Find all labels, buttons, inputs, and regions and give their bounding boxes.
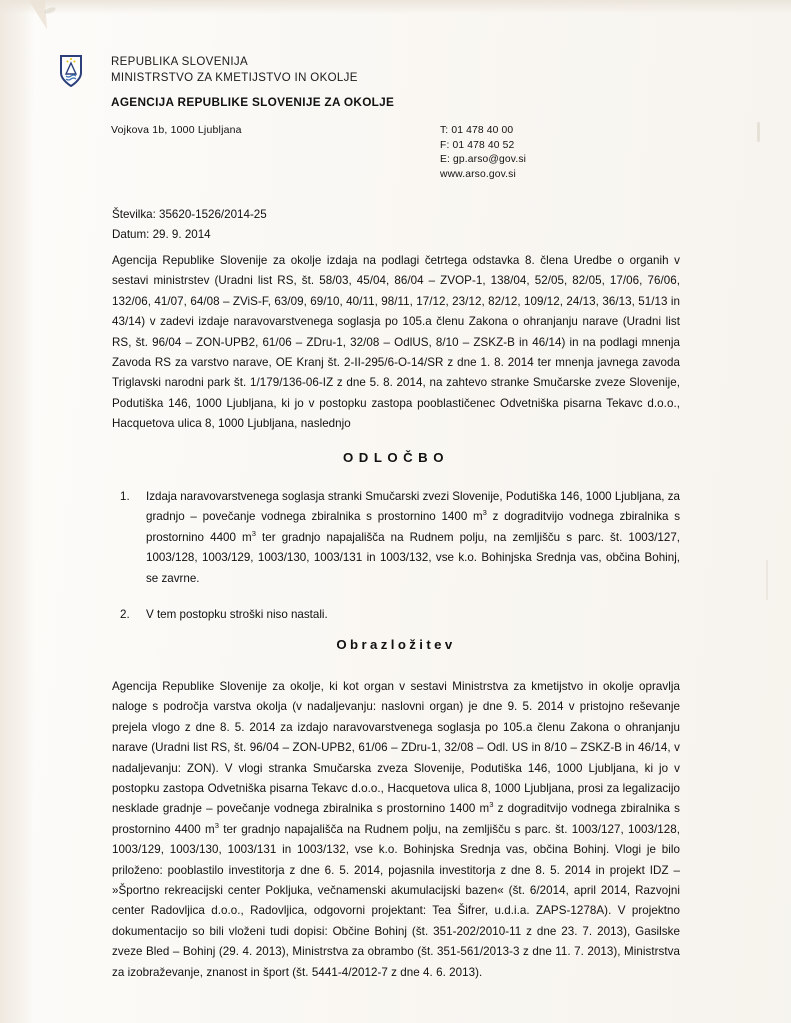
- document-number: Številka: 35620-1526/2014-25: [112, 208, 267, 221]
- list-item: [112, 605, 680, 625]
- list-item-number: 2.: [120, 608, 130, 622]
- list-item-number: 1.: [120, 490, 130, 503]
- list-item: [112, 487, 680, 589]
- coat-of-arms-icon: [59, 55, 83, 87]
- reasoning-paragraph: Agencija Republike Slovenije za okolje, ki kot organ v sestavi Ministrstva za kmetijstvo in okolje opravlja naloge s področja varstva okolja (v nadaljevanju: naslovni organ) je dne 9. 5. 2014 v pristojno reševanje prejela vlogo z dne 8. 5. 2014 za izdajo naravovarstvenega soglasja po 105.a členu Zakona o ohranjanju narave (Uradni list RS, št. 96/04 – ZON-UPB2, 61/06 – ZDru-1, 32/08 – Odl. US in 8/10 – ZSKZ-B in 46/14, v nadaljevanju: ZON). V vlogi stranka Smučarska zveza Slovenije, Podutiška 146, 1000 Ljubljana, ki jo v postopku zastopa Odvetniška pisarna Tekavc d.o.o., Hacquetova ulica 8, 1000 Ljubljana, prosi za legalizacijo nesklade gradnje – povečanje vodnega zbiralnika s prostornino 1400 $m^3$ z dograditvijo vodnega zbiralnika s prostornino 4400 $m^3$ ter gradnjo napajališča na Rudnem polju, na zemljišču s parc. št. 1003/127, 1003/128, 1003/129, 1003/130, 1003/131 in 1003/132, vse k.o. Bohinjska Srednja vas, občina Bohinj. Vlogi je bilo priloženo: pooblastilo investitorja z dne 6. 5. 2014, pojasnila investitorja z dne 8. 5. 2014 in projekt IDZ – »Športno rekreacijski center Pokljuka, večnamenski akumulacijski bazen« (št. 6/2014, april 2014, Razvojni center Radovljica d.o.o., Radovljica, odgovorni projektant: Tea Šifrer, u.d.i.a. ZAPS-1278A). V projektno dokumentacijo so bili vloženi tudi dopisi: Občine Bohinj (št. 351-202/2010-11 z dne 23. 7. 2013), Gasilske zveze Bled – Bohinj (29. 4. 2013), Ministrstva za obrambo (št. 351-561/2013-3 z dne 11. 7. 2013), Ministrstva za izobraževanje, znanost in šport (št. 5441-4/2012-7 z dne 4. 6. 2013).: [112, 680, 681, 979]
- document-meta: [112, 205, 267, 245]
- ministry-header: [111, 54, 358, 86]
- header-line-country: REPUBLIKA SLOVENIJA: [111, 56, 249, 68]
- contact-phone: T: 01 478 40 00: [440, 125, 514, 136]
- decision-list: [112, 487, 680, 641]
- contact-fax: F: 01 478 40 52: [440, 139, 515, 151]
- list-item-text: Izdaja naravovarstvenega soglasja stranki Smučarski zvezi Slovenije, Podutiška 146, 1000 Ljubljana, za gradnjo – povečanje vodnega zbiralnika s prostornino 1400 $m^3$ z dograditvijo vodnega zbiralnika s prostornino 4400 $m^3$ ter gradnjo napajališča na Rudnem polju, na zemljišču s parc. št. 1003/127, 1003/128, 1003/129, 1003/130, 1003/131 in 1003/132, vse k.o. Bohinjska Srednja vas, občina Bohinj, se zavrne.: [146, 490, 680, 585]
- list-item-text: V tem postopku stroški niso nastali.: [146, 608, 328, 622]
- header-line-ministry: MINISTRSTVO ZA KMETIJSTVO IN OKOLJE: [111, 72, 358, 84]
- contact-website: www.arso.gov.si: [440, 168, 516, 180]
- contact-email: E: gp.arso@gov.si: [440, 154, 527, 165]
- agency-contact-block: [440, 124, 526, 182]
- agency-address: Vojkova 1b, 1000 Ljubljana: [111, 124, 242, 136]
- heading-decision: ODLOČBO: [343, 450, 449, 465]
- heading-reasoning: Obrazložitev: [336, 637, 456, 652]
- intro-paragraph: Agencija Republike Slovenije za okolje izdaja na podlagi četrtega odstavka 8. člena Uredbe o organih v sestavi ministrstev (Uradni list RS, št. 58/03, 45/04, 86/04 – ZVOP-1, 138/04, 52/05, 82/05, 17/06, 76/06, 132/06, 41/07, 64/08 – ZViS-F, 63/09, 69/10, 40/11, 98/11, 17/12, 23/12, 82/12, 109/12, 24/13, 36/13, 51/13 in 43/14) v zadevi izdaje naravovarstvenega soglasja po 105.a členu Zakona o ohranjanju narave (Uradni list RS, št. 96/04 – ZON-UPB2, 61/06 – ZDru-1, 32/08 – OdlUS, 8/10 – ZSKZ-B in 46/14) in na podlagi mnenja Zavoda RS za varstvo narave, OE Kranj št. 2-II-295/6-O-14/SR z dne 1. 8. 2014 ter mnenja javnega zavoda Triglavski narodni park št. 1/179/136-06-IZ z dne 5. 8. 2014, na zahtevo stranke Smučarske zveze Slovenije, Podutiška 146, 1000 Ljubljana, ki jo v postopku zastopa pooblastičenec Odvetniška pisarna Tekavc d.o.o., Hacquetova ulica 8, 1000 Ljubljana, naslednjo: [112, 254, 680, 431]
- agency-name: AGENCIJA REPUBLIKE SLOVENIJE ZA OKOLJE: [111, 95, 395, 109]
- document-date: Datum: 29. 9. 2014: [112, 228, 211, 241]
